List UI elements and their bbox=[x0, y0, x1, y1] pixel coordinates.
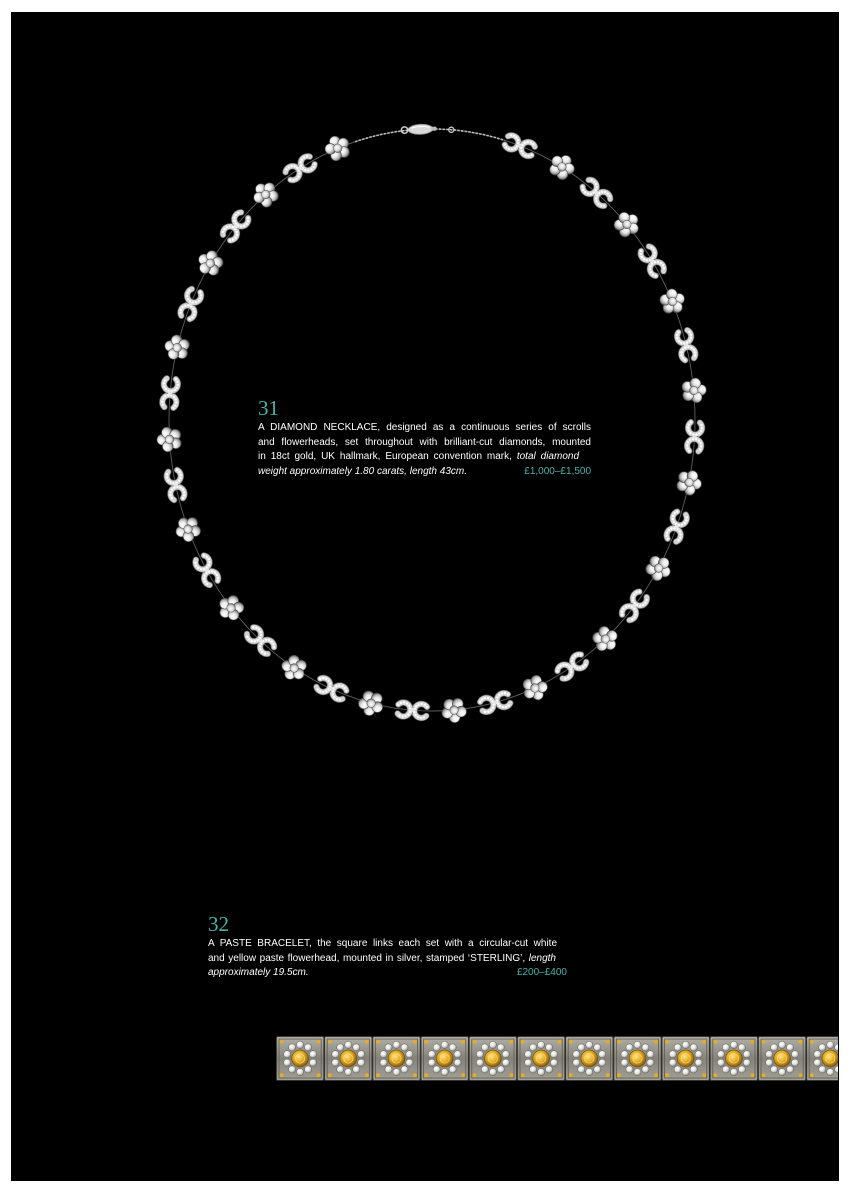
paste-accent-yellow bbox=[280, 1040, 284, 1044]
paste-stone-white bbox=[690, 1044, 697, 1051]
paste-accent-yellow bbox=[461, 1073, 465, 1077]
paste-stone-white bbox=[428, 1051, 435, 1058]
paste-accent-yellow bbox=[424, 1040, 428, 1044]
necklace-flowerhead bbox=[675, 468, 703, 497]
paste-stone-white bbox=[449, 1066, 456, 1073]
necklace-scroll-link bbox=[665, 511, 688, 543]
paste-stone-white bbox=[550, 1051, 557, 1058]
paste-accent-yellow bbox=[654, 1040, 658, 1044]
paste-stone-white bbox=[393, 1069, 400, 1076]
paste-accent-yellow bbox=[461, 1040, 465, 1044]
paste-stone-yellow bbox=[436, 1050, 453, 1067]
necklace-scroll-link bbox=[315, 676, 347, 701]
paste-accent-yellow bbox=[521, 1040, 525, 1044]
necklace-flowerhead bbox=[545, 150, 579, 183]
paste-stone-white bbox=[433, 1044, 440, 1051]
paste-stone-white bbox=[586, 1069, 593, 1076]
paste-stone-white bbox=[827, 1041, 834, 1048]
necklace-flowerhead bbox=[657, 285, 688, 317]
paste-stone-white bbox=[786, 1044, 793, 1051]
paste-stone-white bbox=[489, 1041, 496, 1048]
paste-stone-yellow bbox=[292, 1050, 309, 1067]
paste-accent-yellow bbox=[328, 1073, 332, 1077]
paste-stone-white bbox=[599, 1051, 606, 1058]
paste-stone-white bbox=[573, 1059, 580, 1066]
lot-32-number: 32 bbox=[208, 912, 229, 936]
paste-stone-white bbox=[441, 1041, 448, 1048]
paste-stone-white bbox=[578, 1066, 585, 1073]
description-text: in 18ct gold, UK hallmark, European convention mark, bbox=[258, 451, 512, 463]
paste-accent-yellow bbox=[365, 1073, 369, 1077]
paste-accent-yellow bbox=[413, 1073, 417, 1077]
paste-accent-yellow bbox=[617, 1040, 621, 1044]
paste-stone-yellow bbox=[629, 1050, 646, 1067]
paste-stone-white bbox=[358, 1051, 365, 1058]
paste-stone-white bbox=[814, 1059, 821, 1066]
paste-stone-white bbox=[626, 1066, 633, 1073]
paste-stone-white bbox=[353, 1044, 360, 1051]
paste-accent-yellow bbox=[702, 1040, 706, 1044]
paste-stone-white bbox=[304, 1066, 311, 1073]
bracelet-link bbox=[758, 1037, 805, 1081]
paste-stone-white bbox=[441, 1069, 448, 1076]
paste-stone-white bbox=[449, 1044, 456, 1051]
paste-accent-yellow bbox=[317, 1040, 321, 1044]
necklace-flowerhead bbox=[441, 698, 468, 724]
paste-accent-yellow bbox=[751, 1040, 755, 1044]
lot-32-description-line-3 bbox=[208, 966, 567, 981]
paste-stone-white bbox=[502, 1059, 509, 1066]
paste-stone-yellow bbox=[388, 1050, 405, 1067]
lot-32-description-line-2 bbox=[208, 952, 556, 967]
description-text: and flowerheads, set throughout with brilliant-cut diamonds, mounted bbox=[258, 436, 591, 448]
necklace-scroll-link bbox=[620, 590, 648, 621]
lot-31-number: 31 bbox=[258, 396, 279, 420]
paste-stone-white bbox=[717, 1051, 724, 1058]
paste-accent-yellow bbox=[606, 1073, 610, 1077]
necklace-flowerhead bbox=[321, 132, 353, 164]
paste-accent-yellow bbox=[810, 1040, 814, 1044]
necklace-flowerhead bbox=[681, 377, 707, 404]
necklace-flowerhead bbox=[156, 426, 181, 452]
necklace-scroll-link bbox=[194, 554, 220, 586]
paste-accent-yellow bbox=[799, 1040, 803, 1044]
paste-accent-yellow bbox=[558, 1040, 562, 1044]
paste-accent-yellow bbox=[558, 1073, 562, 1077]
paste-stone-white bbox=[380, 1059, 387, 1066]
paste-stone-white bbox=[489, 1069, 496, 1076]
lot-31-description-line-2 bbox=[258, 436, 591, 451]
paste-accent-yellow bbox=[521, 1073, 525, 1077]
paste-stone-white bbox=[304, 1044, 311, 1051]
paste-stone-white bbox=[337, 1044, 344, 1051]
paste-accent-yellow bbox=[810, 1073, 814, 1077]
paste-stone-white bbox=[433, 1066, 440, 1073]
paste-stone-yellow bbox=[677, 1050, 694, 1067]
paste-stone-white bbox=[284, 1051, 291, 1058]
bracelet-link bbox=[614, 1037, 661, 1081]
lot-31-description-line-4 bbox=[258, 465, 591, 480]
necklace-flowerhead bbox=[277, 652, 311, 686]
paste-stone-white bbox=[690, 1066, 697, 1073]
necklace-flowerhead bbox=[162, 333, 191, 362]
paste-accent-yellow bbox=[569, 1040, 573, 1044]
paste-stone-white bbox=[497, 1044, 504, 1051]
paste-accent-yellow bbox=[617, 1073, 621, 1077]
paste-accent-yellow bbox=[654, 1073, 658, 1077]
lot-31-description-line-3 bbox=[258, 450, 579, 465]
necklace-scroll-link bbox=[556, 653, 588, 681]
paste-stone-white bbox=[550, 1059, 557, 1066]
paste-stone-white bbox=[634, 1041, 641, 1048]
paste-stone-white bbox=[393, 1041, 400, 1048]
paste-stone-white bbox=[476, 1059, 483, 1066]
paste-stone-white bbox=[819, 1044, 826, 1051]
paste-stone-white bbox=[345, 1041, 352, 1048]
necklace-scroll-link bbox=[179, 288, 203, 320]
description-italic-text: approximately 19.5cm. bbox=[208, 967, 309, 978]
necklace-flowerhead bbox=[643, 552, 676, 585]
paste-stone-white bbox=[481, 1044, 488, 1051]
necklace-scroll-link bbox=[479, 692, 510, 713]
paste-accent-yellow bbox=[569, 1073, 573, 1077]
paste-stone-white bbox=[695, 1059, 702, 1066]
necklace-flowerhead bbox=[588, 622, 622, 656]
paste-stone-white bbox=[827, 1069, 834, 1076]
paste-stone-white bbox=[682, 1069, 689, 1076]
necklace-scroll-link bbox=[676, 330, 696, 361]
paste-stone-white bbox=[779, 1041, 786, 1048]
paste-bracelet-image bbox=[276, 1036, 838, 1081]
paste-accent-yellow bbox=[665, 1073, 669, 1077]
paste-stone-white bbox=[502, 1051, 509, 1058]
paste-stone-yellow bbox=[726, 1050, 743, 1067]
paste-stone-yellow bbox=[774, 1050, 791, 1067]
paste-stone-white bbox=[578, 1044, 585, 1051]
paste-stone-white bbox=[497, 1066, 504, 1073]
paste-stone-white bbox=[634, 1069, 641, 1076]
paste-stone-white bbox=[738, 1044, 745, 1051]
paste-stone-white bbox=[481, 1066, 488, 1073]
paste-stone-white bbox=[621, 1059, 628, 1066]
paste-stone-white bbox=[766, 1051, 773, 1058]
paste-accent-yellow bbox=[606, 1040, 610, 1044]
necklace-scroll-link bbox=[162, 378, 178, 408]
paste-stone-white bbox=[454, 1051, 461, 1058]
paste-stone-white bbox=[406, 1051, 413, 1058]
description-italic-text: total diamond bbox=[516, 451, 580, 463]
paste-stone-white bbox=[791, 1051, 798, 1058]
paste-stone-white bbox=[669, 1051, 676, 1058]
paste-stone-white bbox=[621, 1051, 628, 1058]
paste-stone-white bbox=[730, 1041, 737, 1048]
paste-accent-yellow bbox=[799, 1073, 803, 1077]
paste-stone-white bbox=[297, 1069, 304, 1076]
paste-stone-white bbox=[545, 1044, 552, 1051]
necklace-flowerhead bbox=[193, 246, 226, 279]
necklace-scroll-link bbox=[504, 134, 536, 158]
necklace-flowerhead bbox=[214, 591, 248, 625]
paste-stone-white bbox=[406, 1059, 413, 1066]
paste-stone-white bbox=[545, 1066, 552, 1073]
paste-stone-white bbox=[695, 1051, 702, 1058]
paste-stone-white bbox=[642, 1044, 649, 1051]
lot-32-estimate: £200–£400 bbox=[516, 967, 567, 978]
bracelet-link bbox=[276, 1037, 323, 1081]
description-text: A DIAMOND NECKLACE, designed as a continuous series of scrolls bbox=[258, 422, 591, 433]
paste-accent-yellow bbox=[376, 1040, 380, 1044]
paste-stone-white bbox=[401, 1044, 408, 1051]
lot-31-estimate: £1,000–£1,500 bbox=[524, 466, 591, 478]
necklace-flowerhead bbox=[610, 207, 644, 241]
paste-accent-yellow bbox=[424, 1073, 428, 1077]
paste-accent-yellow bbox=[473, 1040, 477, 1044]
bracelet-link bbox=[807, 1037, 838, 1081]
paste-stone-white bbox=[594, 1044, 601, 1051]
paste-stone-yellow bbox=[822, 1050, 838, 1067]
paste-stone-white bbox=[525, 1059, 532, 1066]
paste-stone-white bbox=[309, 1059, 316, 1066]
paste-stone-white bbox=[791, 1059, 798, 1066]
bracelet-link bbox=[710, 1037, 757, 1081]
bracelet-link bbox=[469, 1037, 516, 1081]
paste-stone-white bbox=[358, 1059, 365, 1066]
paste-accent-yellow bbox=[665, 1040, 669, 1044]
description-text: A PASTE BRACELET, the square links each set with a circular-cut white bbox=[208, 938, 557, 949]
paste-stone-white bbox=[771, 1066, 778, 1073]
paste-accent-yellow bbox=[714, 1073, 718, 1077]
paste-stone-white bbox=[586, 1041, 593, 1048]
paste-stone-white bbox=[337, 1066, 344, 1073]
paste-accent-yellow bbox=[413, 1040, 417, 1044]
paste-stone-white bbox=[599, 1059, 606, 1066]
necklace-scroll-link bbox=[221, 211, 250, 242]
bracelet-link bbox=[325, 1037, 372, 1081]
bracelet-link bbox=[373, 1037, 420, 1081]
paste-stone-white bbox=[642, 1066, 649, 1073]
paste-stone-white bbox=[594, 1066, 601, 1073]
paste-stone-white bbox=[647, 1051, 654, 1058]
paste-accent-yellow bbox=[751, 1073, 755, 1077]
lobster-clasp bbox=[401, 124, 437, 136]
necklace-scroll-link bbox=[284, 155, 316, 182]
paste-stone-white bbox=[771, 1044, 778, 1051]
necklace-flowerhead bbox=[172, 514, 203, 545]
bracelet-link bbox=[662, 1037, 709, 1081]
paste-stone-white bbox=[476, 1051, 483, 1058]
lot-31-description-line-1 bbox=[258, 421, 591, 436]
paste-stone-yellow bbox=[581, 1050, 598, 1067]
paste-accent-yellow bbox=[510, 1073, 514, 1077]
paste-accent-yellow bbox=[702, 1073, 706, 1077]
paste-stone-white bbox=[730, 1069, 737, 1076]
paste-stone-white bbox=[454, 1059, 461, 1066]
paste-accent-yellow bbox=[317, 1073, 321, 1077]
paste-stone-white bbox=[401, 1066, 408, 1073]
paste-stone-white bbox=[538, 1041, 545, 1048]
description-text: and yellow paste flowerhead, mounted in silver, stamped ‘STERLING’, bbox=[208, 952, 526, 964]
paste-stone-white bbox=[385, 1066, 392, 1073]
paste-stone-white bbox=[669, 1059, 676, 1066]
paste-accent-yellow bbox=[762, 1040, 766, 1044]
paste-stone-white bbox=[766, 1059, 773, 1066]
paste-accent-yellow bbox=[328, 1040, 332, 1044]
paste-stone-white bbox=[309, 1051, 316, 1058]
necklace-scroll-link bbox=[397, 702, 427, 718]
description-italic-text: weight approximately 1.80 carats, length 43cm. bbox=[258, 466, 467, 478]
paste-stone-white bbox=[819, 1066, 826, 1073]
paste-stone-white bbox=[743, 1051, 750, 1058]
paste-stone-white bbox=[284, 1059, 291, 1066]
paste-stone-white bbox=[385, 1044, 392, 1051]
paste-stone-white bbox=[332, 1051, 339, 1058]
paste-stone-white bbox=[380, 1051, 387, 1058]
paste-accent-yellow bbox=[510, 1040, 514, 1044]
paste-stone-white bbox=[738, 1066, 745, 1073]
paste-accent-yellow bbox=[280, 1073, 284, 1077]
paste-stone-white bbox=[289, 1044, 296, 1051]
paste-stone-white bbox=[814, 1051, 821, 1058]
paste-stone-white bbox=[743, 1059, 750, 1066]
paste-stone-white bbox=[786, 1066, 793, 1073]
paste-stone-white bbox=[674, 1044, 681, 1051]
description-italic-text: length bbox=[528, 952, 556, 964]
paste-stone-white bbox=[779, 1069, 786, 1076]
paste-stone-white bbox=[289, 1066, 296, 1073]
paste-stone-white bbox=[332, 1059, 339, 1066]
paste-accent-yellow bbox=[473, 1073, 477, 1077]
necklace-flowerhead bbox=[519, 672, 552, 704]
bracelet-link bbox=[421, 1037, 468, 1081]
paste-accent-yellow bbox=[762, 1073, 766, 1077]
paste-stone-white bbox=[722, 1066, 729, 1073]
paste-stone-white bbox=[530, 1066, 537, 1073]
paste-stone-white bbox=[525, 1051, 532, 1058]
paste-stone-white bbox=[345, 1069, 352, 1076]
paste-stone-white bbox=[682, 1041, 689, 1048]
diamond-centre bbox=[165, 435, 174, 444]
paste-stone-white bbox=[647, 1059, 654, 1066]
necklace-scroll-link bbox=[639, 245, 666, 277]
paste-stone-yellow bbox=[533, 1050, 550, 1067]
bracelet-link bbox=[517, 1037, 564, 1081]
paste-stone-white bbox=[428, 1059, 435, 1066]
necklace-scroll-link bbox=[166, 469, 186, 500]
paste-accent-yellow bbox=[714, 1040, 718, 1044]
paste-stone-white bbox=[297, 1041, 304, 1048]
paste-stone-yellow bbox=[485, 1050, 502, 1067]
paste-stone-white bbox=[626, 1044, 633, 1051]
paste-stone-white bbox=[538, 1069, 545, 1076]
lot-32-description-line-1 bbox=[208, 937, 557, 952]
paste-stone-yellow bbox=[340, 1050, 357, 1067]
paste-accent-yellow bbox=[365, 1040, 369, 1044]
bracelet-link bbox=[566, 1037, 613, 1081]
paste-stone-white bbox=[353, 1066, 360, 1073]
paste-stone-white bbox=[674, 1066, 681, 1073]
paste-stone-white bbox=[717, 1059, 724, 1066]
necklace-flowerhead bbox=[356, 689, 386, 719]
paste-stone-white bbox=[573, 1051, 580, 1058]
paste-stone-white bbox=[530, 1044, 537, 1051]
paste-stone-white bbox=[722, 1044, 729, 1051]
paste-accent-yellow bbox=[376, 1073, 380, 1077]
